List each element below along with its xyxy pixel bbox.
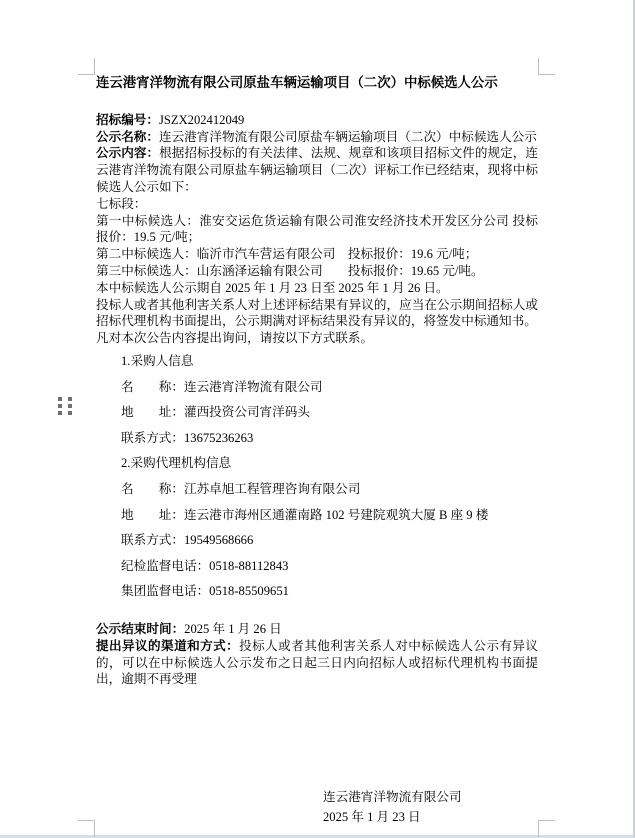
- dot: [58, 404, 62, 408]
- agency-address: 地 址：连云港市海州区通灌南路 102 号建院观筑大厦 B 座 9 楼: [121, 507, 489, 522]
- dot: [68, 397, 72, 401]
- field-label: 提出异议的渠道和方式：: [96, 638, 240, 653]
- document-body: [96, 75, 538, 827]
- text-boundary-mark-bottom-left: [78, 820, 95, 837]
- candidate-second: 第二中标候选人：临沂市汽车营运有限公司 投标报价：19.6 元/吨；: [96, 247, 478, 262]
- field-value: JSZX202412049: [158, 112, 245, 127]
- dot: [68, 404, 72, 408]
- agency-heading: 2.采购代理机构信息: [121, 456, 232, 471]
- purchaser-contact: 联系方式：13675236263: [121, 430, 254, 445]
- section-heading: 七标段：: [96, 196, 147, 211]
- text-boundary-mark-top-left: [78, 58, 95, 75]
- field-label: 招标编号：: [96, 112, 159, 127]
- field-end-time: [96, 621, 538, 638]
- signature-date: 2025 年 1 月 23 日: [323, 809, 421, 824]
- text-boundary-mark-top-right: [538, 58, 555, 75]
- agency-contact: 联系方式：19549568666: [121, 533, 254, 548]
- agency-name: 名 称：江苏卓旭工程管理咨询有限公司: [121, 481, 361, 496]
- agency-group-phone: 集团监督电话：0518-85509651: [121, 584, 289, 599]
- purchaser-address: 地 址：灌西投资公司宵洋码头: [121, 405, 310, 420]
- field-notice-content: [96, 145, 538, 195]
- field-value: 连云港宵洋物流有限公司原盐车辆运输项目（二次）中标候选人公示: [158, 129, 537, 144]
- field-tender-number: [96, 112, 538, 129]
- notice-period: 本中标候选人公示期自 2025 年 1 月 23 日至 2025 年 1 月 26 日。: [96, 280, 449, 295]
- drag-handle-icon[interactable]: [58, 397, 72, 415]
- candidate-first: 第一中标候选人：淮安交运危货运输有限公司淮安经济技术开发区分公司 投标报价：19.5 元/吨；: [96, 213, 538, 245]
- purchaser-heading: 1.采购人信息: [121, 353, 194, 368]
- candidate-third: 第三中标候选人：山东涵泽运输有限公司 投标报价：19.65 元/吨。: [96, 263, 484, 278]
- field-label: 公示结束时间：: [96, 622, 185, 637]
- text-boundary-mark-bottom-right: [538, 820, 555, 837]
- field-label: 公示内容：: [96, 146, 160, 161]
- dot: [68, 411, 72, 415]
- dot: [58, 397, 62, 401]
- field-value: 2025 年 1 月 26 日: [184, 622, 282, 637]
- purchaser-name: 名 称：连云港宵洋物流有限公司: [121, 379, 323, 394]
- signature-company: 连云港宵洋物流有限公司: [323, 790, 462, 805]
- document-title: 连云港宵洋物流有限公司原盐车辆运输项目（二次）中标候选人公示: [96, 75, 498, 90]
- field-label: 公示名称：: [96, 129, 159, 144]
- signature-block: [323, 788, 523, 827]
- contact-intro: 凡对本次公告内容提出询问，请按以下方式联系。: [96, 331, 374, 346]
- field-notice-name: [96, 129, 538, 146]
- agency-discipline-phone: 纪检监督电话：0518-88112843: [121, 558, 289, 573]
- field-value: 根据招标投标的有关法律、法规、规章和该项目招标文件的规定，连云港宵洋物流有限公司原盐车辆运输项目（二次）评标工作已经结束，现将中标候选人公示如下：: [96, 146, 539, 194]
- field-value: 投标人或者其他利害关系人对中标候选人公示有异议的，可以在中标候选人公示发布之日起三日内向招标人或招标代理机构书面提出，逾期不再受理: [96, 638, 539, 687]
- objection-note: 投标人或者其他利害关系人对上述评标结果有异议的，应当在公示期间招标人或招标代理机构书面提出，公示期满对评标结果没有异议的，将签发中标通知书。: [96, 297, 538, 329]
- dot: [58, 411, 62, 415]
- field-objection-channel: [96, 638, 538, 688]
